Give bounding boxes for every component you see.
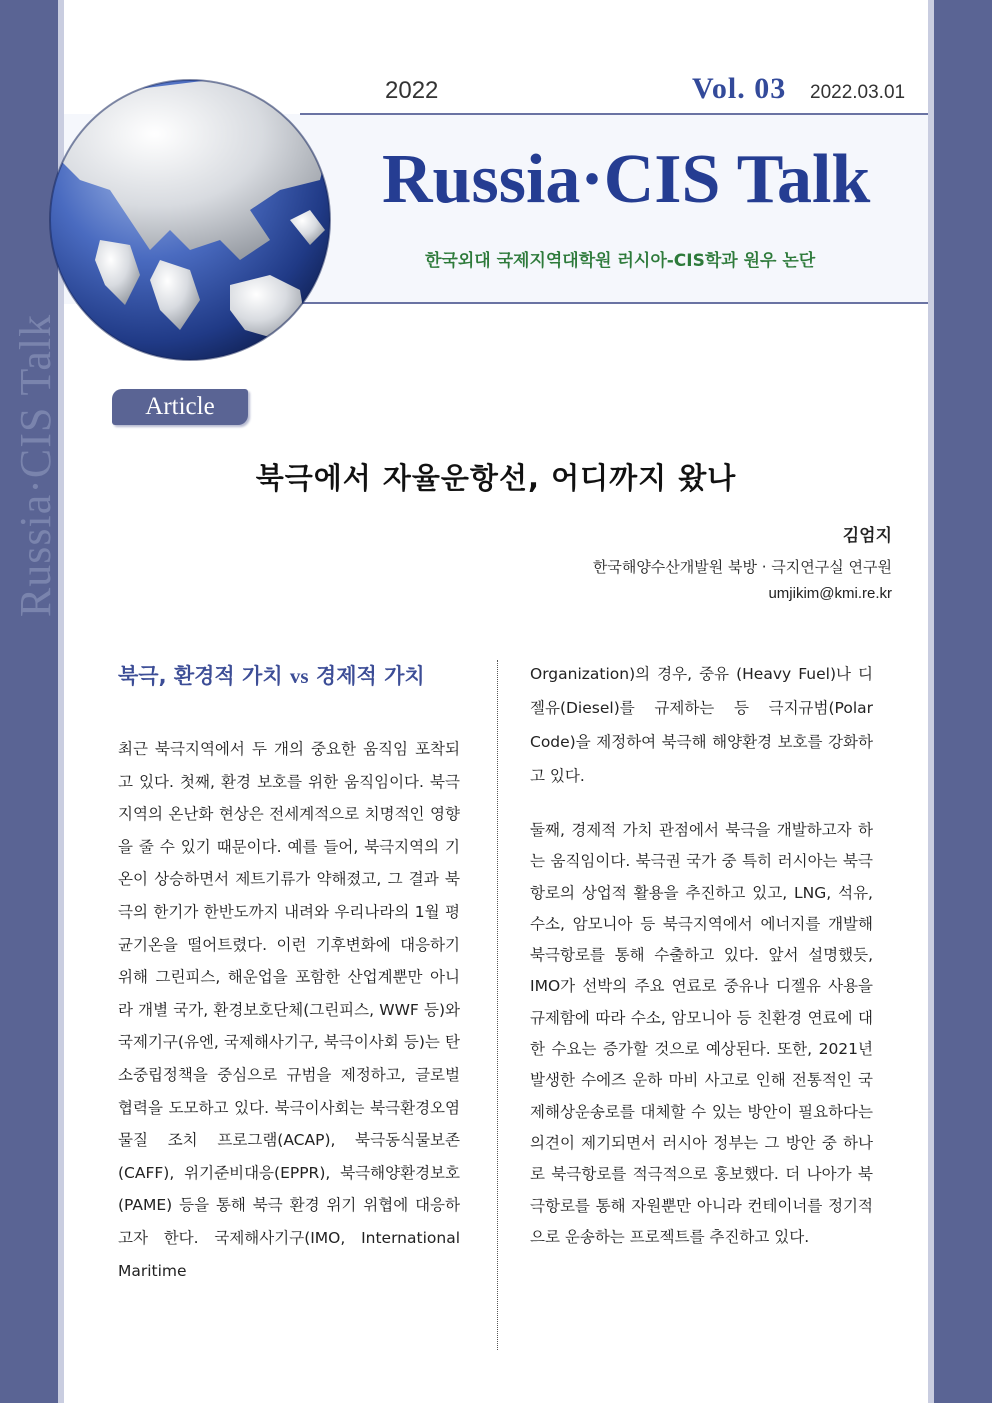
- section-heading-vs: vs: [289, 664, 309, 688]
- issue-year: 2022: [385, 77, 439, 104]
- right-column-text-1: Organization)의 경우, 중유 (Heavy Fuel)나 디젤유(Diesel)를 규제하는 등 극지규범(Polar Code)을 제정하여 북극해 해양환경 보호를 강화하고 있다.: [530, 665, 873, 785]
- section-heading: [118, 660, 425, 690]
- article-title: 북극에서 자율운항선, 어디까지 왔나: [255, 461, 737, 495]
- series-title: Russia·CIS Talk: [382, 141, 871, 218]
- issue-date: 2022.03.01: [810, 82, 906, 103]
- author-affiliation: 한국해양수산개발원 북방 · 극지연구실 연구원: [592, 558, 892, 576]
- right-column-paragraph-1: [530, 657, 873, 793]
- header-rule-bottom: [300, 302, 928, 304]
- right-side-bar: [934, 0, 992, 1403]
- column-divider: [497, 660, 498, 1350]
- globe-icon: [40, 70, 340, 374]
- right-column-text-2: 둘째, 경제적 가치 관점에서 북극을 개발하고자 하는 움직임이다. 북극권 국가 중 특히 러시아는 북극항로의 상업적 활용을 추진하고 있고, LNG, 석유, 수소, 암모니아 등 북극지역에서 에너지를 개발해 북극항로를 통해 수출하고 있다. 앞서 설명했듯, IMO가 선박의 주요 연료로 중유나 디젤유 사용을 규제함에 따라 수소, 암모니아 등 친환경 연료에 대한 수요는 증가할 것으로 예상된다. 또한, 2021년 발생한 수에즈 운하 마비 사고로 인해 전통적인 국제해상운송로를 대체할 수 있는 방안이 필요하다는 의견이 제기되면서 러시아 정부는 그 방안 중 하나로 북극항로를 적극적으로 홍보했다. 더 나아가 북극항로를 통해 자원뿐만 아니라 컨테이너를 정기적으로 운송하는 프로젝트를 추진하고 있다.: [530, 821, 873, 1246]
- right-column-paragraph-2: [530, 815, 873, 1253]
- left-column: [118, 733, 460, 1287]
- author-email[interactable]: umjikim@kmi.re.kr: [768, 585, 892, 602]
- author-block: [593, 521, 892, 602]
- volume-number: Vol. 03: [692, 72, 787, 105]
- left-column-paragraph: 최근 북극지역에서 두 개의 중요한 움직임 포착되고 있다. 첫째, 환경 보호를 위한 움직임이다. 북극지역의 온난화 현상은 전세계적으로 치명적인 영향을 줄 수 있기 때문이다. 예를 들어, 북극지역의 기온이 상승하면서 제트기류가 약해졌고, 그 결과 북극의 한기가 한반도까지 내려와 우리나라의 1월 평균기온을 떨어트렸다. 이런 기후변화에 대응하기 위해 그린피스, 해운업을 포함한 산업계뿐만 아니라 개별 국가, 환경보호단체(그린피스, WWF 등)와 국제기구(유엔, 국제해사기구, 북극이사회 등)는 탄소중립정책을 중심으로 규범을 제정하고, 글로벌 협력을 도모하고 있다. 북극이사회는 북극환경오염물질 조치 프로그램(ACAP), 북극동식물보존(CAFF), 위기준비대응(EPPR), 북극해양환경보호(PAME) 등을 통해 북극 환경 위기 위협에 대응하고자 한다. 국제해사기구(IMO, International Maritime: [118, 740, 460, 1280]
- header-rule-top: [300, 113, 928, 115]
- right-side-bar-inner: [928, 0, 934, 1403]
- author-name: 김엄지: [842, 526, 892, 546]
- section-heading-pre: 북극, 환경적 가치: [118, 664, 290, 688]
- section-heading-post: 경제적 가치: [308, 664, 425, 688]
- side-watermark-text: Russia·CIS Talk: [11, 313, 61, 617]
- series-subtitle: 한국외대 국제지역대학원 러시아-CIS학과 원우 논단: [425, 251, 816, 271]
- article-tag: Article: [112, 389, 248, 425]
